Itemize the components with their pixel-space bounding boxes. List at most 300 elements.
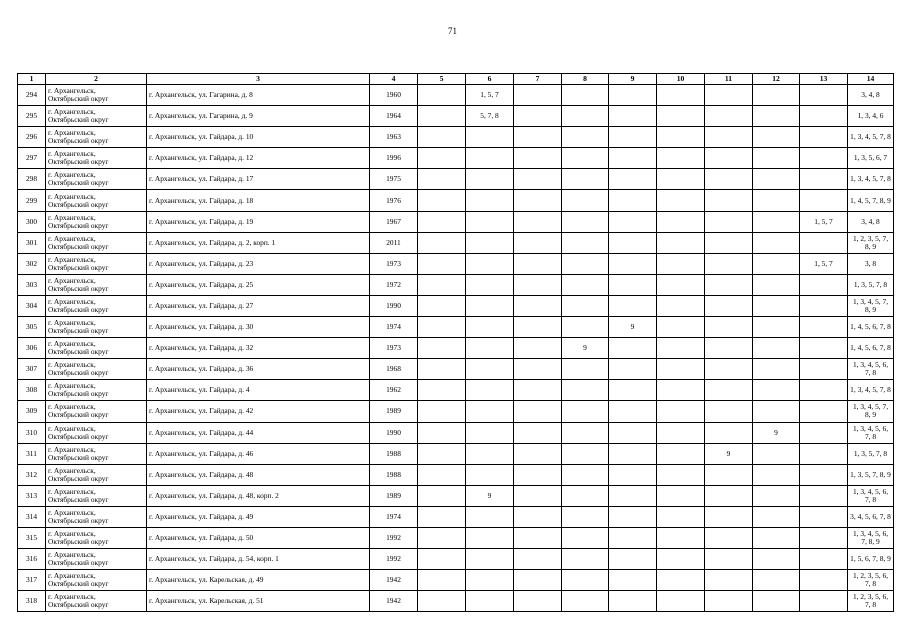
- col7-cell: [514, 338, 562, 359]
- col7-cell: [514, 317, 562, 338]
- col13-cell: [800, 148, 848, 169]
- column-header: 1: [18, 74, 46, 85]
- col8-cell: [562, 232, 609, 253]
- col10-cell: [657, 190, 705, 211]
- col9-cell: [609, 253, 657, 274]
- col13-cell: 1, 5, 7: [800, 253, 848, 274]
- col6-cell: [466, 570, 514, 591]
- col6-cell: [466, 274, 514, 295]
- district-cell: [46, 401, 147, 422]
- address-cell: г. Архангельск, ул. Гайдара, д. 23: [147, 253, 370, 274]
- table-row: [18, 570, 894, 591]
- col8-cell: [562, 591, 609, 612]
- col7-cell: [514, 232, 562, 253]
- district-cell: [46, 317, 147, 338]
- col5-cell: [418, 591, 466, 612]
- district-line: г. Архангельск,: [48, 275, 96, 285]
- col12-cell: [753, 401, 800, 422]
- col6-cell: [466, 443, 514, 464]
- column-header: 3: [147, 74, 370, 85]
- table-row: [18, 317, 894, 338]
- col10-cell: [657, 317, 705, 338]
- header-row: [18, 74, 894, 85]
- col7-cell: [514, 485, 562, 506]
- col9-cell: 9: [609, 317, 657, 338]
- row-number-cell: 315: [18, 527, 46, 548]
- col6-cell: [466, 190, 514, 211]
- district-line: Октябрьский округ: [48, 389, 109, 399]
- col8-cell: [562, 527, 609, 548]
- col10-cell: [657, 211, 705, 232]
- year-cell: 1974: [370, 317, 418, 338]
- col9-cell: [609, 295, 657, 316]
- district-line: Октябрьский округ: [48, 326, 109, 336]
- col13-cell: 1, 5, 7: [800, 211, 848, 232]
- col5-cell: [418, 422, 466, 443]
- row-number-cell: 313: [18, 485, 46, 506]
- row-number-cell: 318: [18, 591, 46, 612]
- col8-cell: [562, 570, 609, 591]
- col8-cell: [562, 106, 609, 127]
- col13-cell: [800, 359, 848, 380]
- column-header: 4: [370, 74, 418, 85]
- col10-cell: [657, 274, 705, 295]
- table-row: [18, 169, 894, 190]
- table-row: [18, 295, 894, 316]
- table-row: [18, 506, 894, 527]
- col5-cell: [418, 317, 466, 338]
- col13-cell: [800, 485, 848, 506]
- col14-cell: 1, 3, 4, 5, 6, 7, 8: [848, 422, 894, 443]
- col10-cell: [657, 148, 705, 169]
- col10-cell: [657, 380, 705, 401]
- col12-cell: [753, 591, 800, 612]
- table-row: [18, 338, 894, 359]
- year-cell: 1962: [370, 380, 418, 401]
- district-line: г. Архангельск,: [48, 296, 96, 306]
- col11-cell: [705, 359, 753, 380]
- col6-cell: [466, 317, 514, 338]
- col14-cell: 1, 3, 4, 5, 7, 8: [848, 169, 894, 190]
- col13-cell: [800, 422, 848, 443]
- col14-cell: 1, 3, 4, 5, 6, 7, 8: [848, 485, 894, 506]
- address-cell: г. Архангельск, ул. Гайдара, д. 17: [147, 169, 370, 190]
- col12-cell: [753, 506, 800, 527]
- column-header: 6: [466, 74, 514, 85]
- col13-cell: [800, 295, 848, 316]
- col9-cell: [609, 506, 657, 527]
- district-line: Октябрьский округ: [48, 304, 109, 314]
- col14-cell: 1, 3, 4, 6: [848, 106, 894, 127]
- col7-cell: [514, 253, 562, 274]
- district-line: Октябрьский округ: [48, 262, 109, 272]
- col10-cell: [657, 232, 705, 253]
- col8-cell: [562, 549, 609, 570]
- col12-cell: [753, 169, 800, 190]
- col14-cell: 1, 5, 6, 7, 8, 9: [848, 549, 894, 570]
- year-cell: 1964: [370, 106, 418, 127]
- address-cell: г. Архангельск, ул. Гайдара, д. 32: [147, 338, 370, 359]
- col6-cell: [466, 338, 514, 359]
- col7-cell: [514, 85, 562, 106]
- col5-cell: [418, 380, 466, 401]
- col11-cell: [705, 570, 753, 591]
- district-cell: [46, 506, 147, 527]
- district-line: г. Архангельск,: [48, 170, 96, 180]
- col14-cell: 3, 8: [848, 253, 894, 274]
- year-cell: 1960: [370, 85, 418, 106]
- col10-cell: [657, 401, 705, 422]
- column-header: 13: [800, 74, 848, 85]
- district-cell: [46, 106, 147, 127]
- district-line: г. Архангельск,: [48, 360, 96, 370]
- col11-cell: [705, 253, 753, 274]
- col14-cell: 1, 2, 3, 5, 7, 8, 9: [848, 232, 894, 253]
- col9-cell: [609, 591, 657, 612]
- district-line: г. Архангельск,: [48, 507, 96, 517]
- row-number-cell: 310: [18, 422, 46, 443]
- address-cell: г. Архангельск, ул. Гайдара, д. 46: [147, 443, 370, 464]
- col7-cell: [514, 549, 562, 570]
- year-cell: 1989: [370, 485, 418, 506]
- col10-cell: [657, 106, 705, 127]
- col13-cell: [800, 570, 848, 591]
- address-cell: г. Архангельск, ул. Гайдара, д. 27: [147, 295, 370, 316]
- address-cell: г. Архангельск, ул. Гайдара, д. 4: [147, 380, 370, 401]
- col12-cell: [753, 359, 800, 380]
- col14-cell: 1, 3, 5, 7, 8: [848, 443, 894, 464]
- col6-cell: 1, 5, 7: [466, 85, 514, 106]
- col11-cell: [705, 527, 753, 548]
- col10-cell: [657, 338, 705, 359]
- col10-cell: [657, 169, 705, 190]
- district-cell: [46, 211, 147, 232]
- district-line: г. Архангельск,: [48, 128, 96, 138]
- year-cell: 1963: [370, 127, 418, 148]
- col6-cell: [466, 506, 514, 527]
- year-cell: 2011: [370, 232, 418, 253]
- col14-cell: 1, 2, 3, 5, 6, 7, 8: [848, 591, 894, 612]
- col8-cell: [562, 190, 609, 211]
- col11-cell: [705, 549, 753, 570]
- district-cell: [46, 148, 147, 169]
- district-line: г. Архангельск,: [48, 191, 96, 201]
- address-cell: г. Архангельск, ул. Карельская, д. 49: [147, 570, 370, 591]
- district-line: Октябрьский округ: [48, 94, 109, 104]
- address-cell: г. Архангельск, ул. Гайдара, д. 12: [147, 148, 370, 169]
- col11-cell: [705, 85, 753, 106]
- col11-cell: 9: [705, 443, 753, 464]
- address-cell: г. Архангельск, ул. Гайдара, д. 36: [147, 359, 370, 380]
- col10-cell: [657, 422, 705, 443]
- col8-cell: 9: [562, 338, 609, 359]
- col11-cell: [705, 127, 753, 148]
- district-cell: [46, 443, 147, 464]
- col12-cell: [753, 380, 800, 401]
- district-line: Октябрьский округ: [48, 452, 109, 462]
- district-line: г. Архангельск,: [48, 107, 96, 117]
- table-row: [18, 422, 894, 443]
- col9-cell: [609, 422, 657, 443]
- col7-cell: [514, 570, 562, 591]
- col9-cell: [609, 274, 657, 295]
- year-cell: 1996: [370, 148, 418, 169]
- district-cell: [46, 232, 147, 253]
- table-row: [18, 85, 894, 106]
- col7-cell: [514, 527, 562, 548]
- address-cell: г. Архангельск, ул. Гайдара, д. 25: [147, 274, 370, 295]
- col6-cell: [466, 527, 514, 548]
- col7-cell: [514, 443, 562, 464]
- district-line: Октябрьский округ: [48, 220, 109, 230]
- district-line: г. Архангельск,: [48, 465, 96, 475]
- col7-cell: [514, 401, 562, 422]
- col12-cell: [753, 443, 800, 464]
- address-cell: г. Архангельск, ул. Гайдара, д. 48, корп. 2: [147, 485, 370, 506]
- col13-cell: [800, 274, 848, 295]
- col6-cell: [466, 591, 514, 612]
- address-cell: г. Архангельск, ул. Гайдара, д. 2, корп. 1: [147, 232, 370, 253]
- col5-cell: [418, 253, 466, 274]
- row-number-cell: 308: [18, 380, 46, 401]
- district-cell: [46, 485, 147, 506]
- column-header: 14: [848, 74, 894, 85]
- col5-cell: [418, 127, 466, 148]
- row-number-cell: 317: [18, 570, 46, 591]
- col5-cell: [418, 85, 466, 106]
- address-cell: г. Архангельск, ул. Гайдара, д. 54, корп. 1: [147, 549, 370, 570]
- col13-cell: [800, 85, 848, 106]
- col10-cell: [657, 85, 705, 106]
- district-cell: [46, 422, 147, 443]
- district-line: г. Архангельск,: [48, 233, 96, 243]
- col9-cell: [609, 443, 657, 464]
- col5-cell: [418, 232, 466, 253]
- row-number-cell: 306: [18, 338, 46, 359]
- col9-cell: [609, 338, 657, 359]
- district-cell: [46, 85, 147, 106]
- district-cell: [46, 274, 147, 295]
- address-cell: г. Архангельск, ул. Карельская, д. 51: [147, 591, 370, 612]
- col14-cell: 1, 4, 5, 6, 7, 8: [848, 317, 894, 338]
- col11-cell: [705, 274, 753, 295]
- col7-cell: [514, 295, 562, 316]
- table-row: [18, 148, 894, 169]
- column-header: 10: [657, 74, 705, 85]
- col11-cell: [705, 422, 753, 443]
- address-cell: г. Архангельск, ул. Гагарина, д. 8: [147, 85, 370, 106]
- col5-cell: [418, 338, 466, 359]
- col8-cell: [562, 317, 609, 338]
- year-cell: 1942: [370, 591, 418, 612]
- col10-cell: [657, 443, 705, 464]
- col7-cell: [514, 422, 562, 443]
- col9-cell: [609, 169, 657, 190]
- district-line: г. Архангельск,: [48, 571, 96, 581]
- col11-cell: [705, 338, 753, 359]
- col5-cell: [418, 359, 466, 380]
- table-row: [18, 190, 894, 211]
- col13-cell: [800, 401, 848, 422]
- row-number-cell: 314: [18, 506, 46, 527]
- col12-cell: [753, 85, 800, 106]
- col5-cell: [418, 485, 466, 506]
- col5-cell: [418, 401, 466, 422]
- address-cell: г. Архангельск, ул. Гайдара, д. 10: [147, 127, 370, 148]
- table-body: [18, 85, 894, 612]
- col6-cell: [466, 253, 514, 274]
- district-line: Октябрьский округ: [48, 537, 109, 547]
- col9-cell: [609, 148, 657, 169]
- col9-cell: [609, 380, 657, 401]
- col11-cell: [705, 211, 753, 232]
- col5-cell: [418, 106, 466, 127]
- table-row: [18, 253, 894, 274]
- col11-cell: [705, 380, 753, 401]
- col13-cell: [800, 506, 848, 527]
- row-number-cell: 302: [18, 253, 46, 274]
- year-cell: 1988: [370, 464, 418, 485]
- row-number-cell: 297: [18, 148, 46, 169]
- col10-cell: [657, 359, 705, 380]
- col7-cell: [514, 359, 562, 380]
- table-row: [18, 380, 894, 401]
- table-row: [18, 527, 894, 548]
- district-cell: [46, 527, 147, 548]
- address-cell: г. Архангельск, ул. Гайдара, д. 49: [147, 506, 370, 527]
- table-row: [18, 211, 894, 232]
- col5-cell: [418, 443, 466, 464]
- col14-cell: 1, 3, 4, 5, 6, 7, 8: [848, 359, 894, 380]
- row-number-cell: 298: [18, 169, 46, 190]
- col11-cell: [705, 106, 753, 127]
- col9-cell: [609, 190, 657, 211]
- address-cell: г. Архангельск, ул. Гагарина, д. 9: [147, 106, 370, 127]
- col5-cell: [418, 570, 466, 591]
- row-number-cell: 299: [18, 190, 46, 211]
- year-cell: 1988: [370, 443, 418, 464]
- district-line: Октябрьский округ: [48, 115, 109, 125]
- col11-cell: [705, 317, 753, 338]
- row-number-cell: 294: [18, 85, 46, 106]
- col12-cell: [753, 211, 800, 232]
- col11-cell: [705, 148, 753, 169]
- table-row: [18, 485, 894, 506]
- col8-cell: [562, 127, 609, 148]
- col13-cell: [800, 338, 848, 359]
- col10-cell: [657, 591, 705, 612]
- col8-cell: [562, 380, 609, 401]
- col8-cell: [562, 253, 609, 274]
- col13-cell: [800, 464, 848, 485]
- col13-cell: [800, 527, 848, 548]
- col12-cell: [753, 148, 800, 169]
- district-line: г. Архангельск,: [48, 444, 96, 454]
- table-row: [18, 359, 894, 380]
- col7-cell: [514, 591, 562, 612]
- col9-cell: [609, 211, 657, 232]
- col14-cell: 1, 4, 5, 6, 7, 8: [848, 338, 894, 359]
- district-line: Октябрьский округ: [48, 157, 109, 167]
- col8-cell: [562, 169, 609, 190]
- col6-cell: [466, 211, 514, 232]
- row-number-cell: 303: [18, 274, 46, 295]
- col14-cell: 1, 3, 5, 7, 8: [848, 274, 894, 295]
- district-cell: [46, 295, 147, 316]
- col14-cell: 1, 3, 5, 6, 7: [848, 148, 894, 169]
- district-line: Октябрьский округ: [48, 199, 109, 209]
- col7-cell: [514, 127, 562, 148]
- col12-cell: [753, 527, 800, 548]
- table-row: [18, 232, 894, 253]
- col5-cell: [418, 211, 466, 232]
- district-line: г. Архангельск,: [48, 402, 96, 412]
- col9-cell: [609, 127, 657, 148]
- table-row: [18, 549, 894, 570]
- col14-cell: 1, 4, 5, 7, 8, 9: [848, 190, 894, 211]
- district-cell: [46, 549, 147, 570]
- col14-cell: 3, 4, 8: [848, 211, 894, 232]
- year-cell: 1975: [370, 169, 418, 190]
- col13-cell: [800, 549, 848, 570]
- col12-cell: [753, 127, 800, 148]
- district-line: г. Архангельск,: [48, 486, 96, 496]
- col6-cell: [466, 380, 514, 401]
- row-number-cell: 316: [18, 549, 46, 570]
- col14-cell: 3, 4, 5, 6, 7, 8: [848, 506, 894, 527]
- col6-cell: [466, 359, 514, 380]
- col11-cell: [705, 401, 753, 422]
- col10-cell: [657, 527, 705, 548]
- district-line: г. Архангельск,: [48, 423, 96, 433]
- col8-cell: [562, 148, 609, 169]
- col7-cell: [514, 274, 562, 295]
- district-line: Октябрьский округ: [48, 431, 109, 441]
- col13-cell: [800, 232, 848, 253]
- district-line: г. Архангельск,: [48, 550, 96, 560]
- col6-cell: [466, 148, 514, 169]
- column-header: 5: [418, 74, 466, 85]
- col6-cell: [466, 549, 514, 570]
- year-cell: 1967: [370, 211, 418, 232]
- col7-cell: [514, 148, 562, 169]
- year-cell: 1992: [370, 527, 418, 548]
- year-cell: 1973: [370, 253, 418, 274]
- col5-cell: [418, 464, 466, 485]
- district-cell: [46, 190, 147, 211]
- col8-cell: [562, 401, 609, 422]
- col8-cell: [562, 443, 609, 464]
- col11-cell: [705, 232, 753, 253]
- col5-cell: [418, 274, 466, 295]
- col6-cell: [466, 464, 514, 485]
- col14-cell: 1, 3, 4, 5, 7, 8: [848, 380, 894, 401]
- row-number-cell: 296: [18, 127, 46, 148]
- col8-cell: [562, 464, 609, 485]
- col12-cell: 9: [753, 422, 800, 443]
- district-line: Октябрьский округ: [48, 178, 109, 188]
- col9-cell: [609, 485, 657, 506]
- district-cell: [46, 359, 147, 380]
- col11-cell: [705, 169, 753, 190]
- col6-cell: 9: [466, 485, 514, 506]
- col6-cell: [466, 169, 514, 190]
- district-line: Октябрьский округ: [48, 136, 109, 146]
- year-cell: 1992: [370, 549, 418, 570]
- year-cell: 1968: [370, 359, 418, 380]
- col10-cell: [657, 464, 705, 485]
- year-cell: 1976: [370, 190, 418, 211]
